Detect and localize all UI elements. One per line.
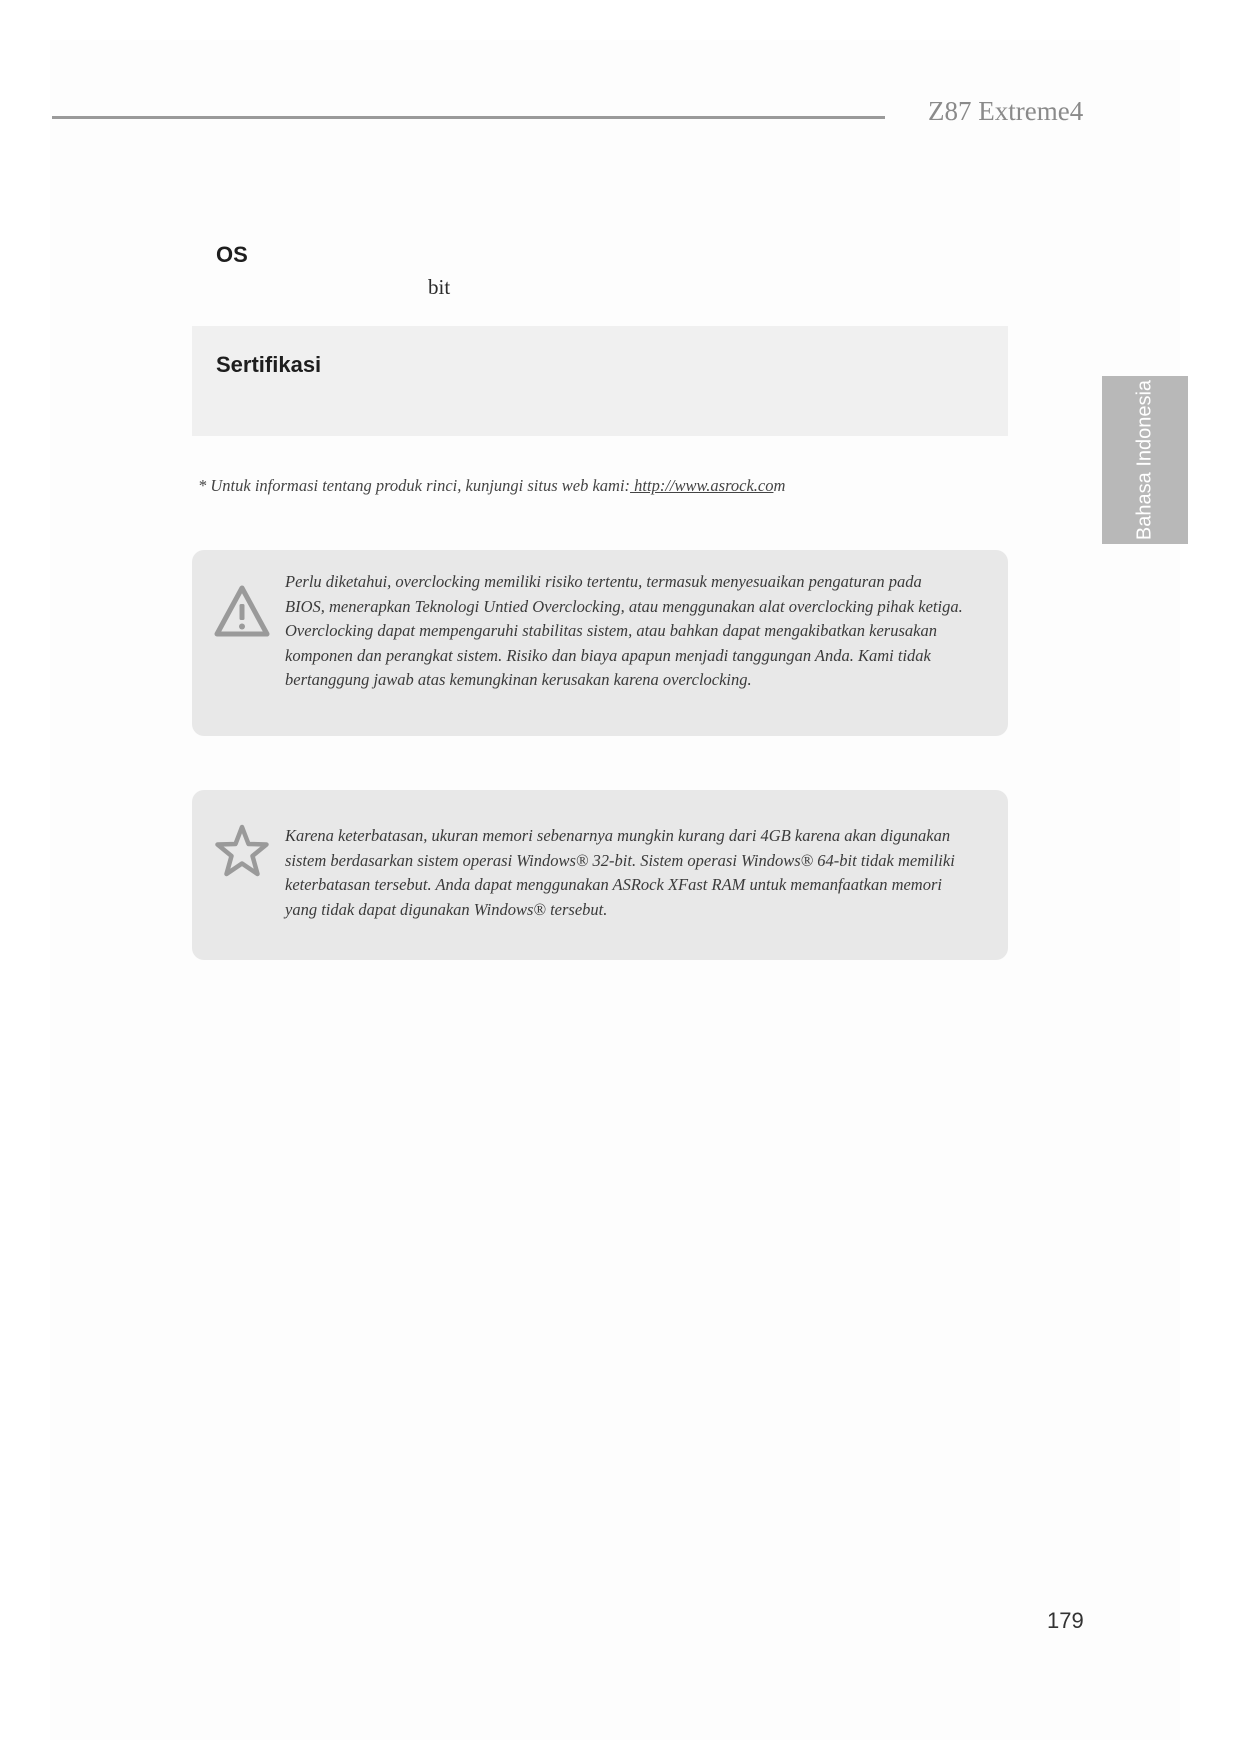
language-side-tab (1102, 376, 1188, 544)
certification-heading: Sertifikasi (216, 352, 322, 377)
warning-triangle-icon (212, 582, 272, 642)
tip-note-text: Karena keterbatasan, ukuran memori sebenarnya mungkin kurang dari 4GB karena akan digunakan sistem berdasarkan sistem operasi Windows® 32-bit. Sistem operasi Windows® 64-bit tidak memiliki keterbatasan tersebut. Anda dapat menggunakan ASRock XFast RAM untuk memanfaatkan memori yang tidak dapat digunakan Windows® tersebut. (285, 826, 955, 919)
os-heading: OS (216, 242, 248, 267)
footnote (198, 476, 785, 496)
warning-note-text: Perlu diketahui, overclocking memiliki risiko tertentu, termasuk menyesuaikan pengaturan pada BIOS, menerapkan Teknologi Untied Overclocking, atau menggunakan alat overclocking pihak ketiga. Overclocking dapat mempengaruhi stabilitas sistem, atau bahkan dapat mengakibatkan kerusakan komponen dan perangkat sistem. Risiko dan biaya apapun menjadi tanggungan Anda. Kami tidak bertanggung jawab atas kemungkinan kerusakan karena overclocking. (285, 572, 963, 690)
model-title: Z87 Extreme4 (928, 96, 1084, 126)
page-number: 179 (1047, 1608, 1084, 1633)
website-link[interactable]: http://www.asrock.co (630, 476, 774, 495)
header-rule (52, 116, 885, 119)
footnote-suffix: m (773, 476, 786, 495)
certification-box (192, 326, 1008, 436)
tip-note-box (192, 790, 1008, 960)
footnote-text: * Untuk informasi tentang produk rinci, kunjungi situs web kami: (198, 476, 631, 495)
os-value: bit (428, 275, 451, 299)
warning-note-box (192, 550, 1008, 736)
star-icon (212, 822, 272, 882)
language-side-tab-label: Bahasa Indonesia (1133, 379, 1156, 541)
